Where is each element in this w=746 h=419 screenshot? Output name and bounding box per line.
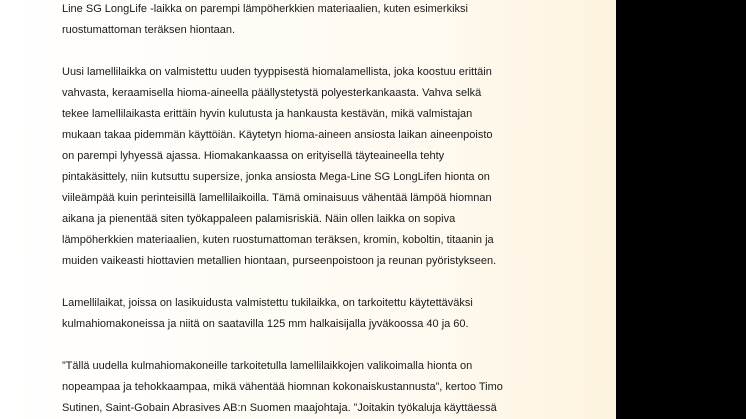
paragraph-3: [62, 293, 582, 335]
paragraph-2: [62, 62, 582, 272]
text-line: ruostumattoman teräksen hiontaan.: [62, 24, 236, 36]
text-line: kulmahiomakoneissa ja niitä on saatavilla 125 mm halkaisijalla jyväkoossa 40 ja 60.: [62, 318, 469, 330]
right-sidebar: [616, 0, 746, 419]
text-line: Line SG LongLife -laikka on parempi lämpöherkkien materiaalien, kuten esimerkiksi: [62, 3, 468, 15]
text-line: on parempi lyhyessä ajassa. Hiomakankaassa on erityisellä täyteaineella tehty: [62, 150, 445, 162]
text-line: lämpöherkkien materiaalien, kuten ruostumattoman teräksen, kromin, koboltin, titaanin ja: [62, 234, 494, 246]
text-line: pintakäsittely, niin kutsuttu supersize, jonka ansiosta Mega-Line SG LongLifen hionta on: [62, 171, 490, 183]
text-line: Lamellilaikat, joissa on lasikuidusta valmistettu tukilaikka, on tarkoitettu käytettäväksi: [62, 297, 473, 309]
text-line: muiden vaikeasti hiottavien metallien hiontaan, purseenpoistoon ja reunan pyöristykseen.: [62, 255, 497, 267]
text-line: ”Tällä uudella kulmahiomakoneille tarkoitetulla lamellilaikkojen valikoimalla hionta on: [62, 360, 473, 372]
paragraph-4: [62, 356, 582, 419]
text-line: vahvasta, keraamisella hioma-aineella päällystetystä polyesterkankaasta. Vahva selkä: [62, 87, 482, 99]
article-body: [62, 0, 582, 419]
text-line: Uusi lamellilaikka on valmistettu uuden tyyppisestä hiomalamellista, joka koostuu erittäin: [62, 66, 492, 78]
text-line: tekee lamellilaikasta erittäin hyvin kulutusta ja hankausta kestävän, mikä valmistajan: [62, 108, 473, 120]
paragraph-1: [62, 0, 582, 41]
text-line: viileämpää kuin perinteisillä lamellilaikoilla. Tämä ominaisuus vähentää lämpöä hiomnan: [62, 192, 492, 204]
text-line: nopeampaa ja tehokkaampaa, mikä vähentää hiomnan kokonaiskustannusta”, kertoo Timo: [62, 381, 503, 393]
text-line: aikana ja pienentää siten työkappaleen palamisriskiä. Näin ollen laikka on sopiva: [62, 213, 456, 225]
text-line: Sutinen, Saint-Gobain Abrasives AB:n Suomen maajohtaja. ”Joitakin työkaluja käyttäessä: [62, 402, 497, 414]
text-line: mukaan takaa pidemmän käyttöiän. Käytetyn hioma-aineen ansiosta laikan aineenpoisto: [62, 129, 493, 141]
